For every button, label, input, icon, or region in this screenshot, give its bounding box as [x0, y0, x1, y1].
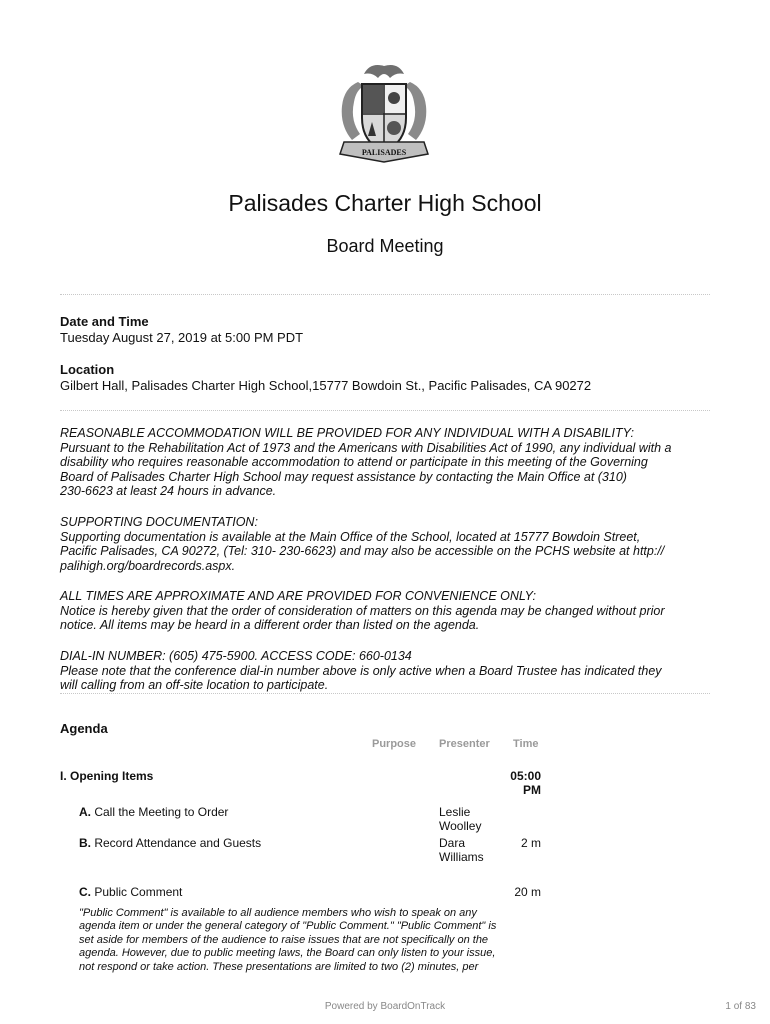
- school-crest-logo: [330, 58, 438, 170]
- column-header-time: Time: [513, 738, 539, 750]
- powered-by-footer: Powered by BoardOnTrack: [324, 1001, 446, 1012]
- column-header-purpose: Purpose: [372, 738, 417, 750]
- times-notice: [60, 589, 715, 633]
- item-letter: A.: [79, 805, 91, 819]
- notice-line: ALL TIMES ARE APPROXIMATE AND ARE PROVIDED FOR CONVENIENCE ONLY:: [60, 589, 537, 603]
- notice-line: Board of Palisades Charter High School may request assistance by contacting the Main Office at (310): [60, 469, 627, 484]
- agenda-section-title: I. Opening Items: [60, 769, 154, 783]
- meeting-type: Board Meeting: [326, 236, 444, 256]
- item-label: Public Comment: [94, 885, 183, 899]
- section-time-line1: 05:00: [510, 769, 541, 783]
- date-label: Date and Time: [60, 314, 149, 329]
- presenter-line2: Williams: [439, 850, 484, 864]
- school-title: Palisades Charter High School: [228, 190, 542, 216]
- presenter-line1: Leslie: [439, 805, 471, 819]
- notice-line: 230-6623 at least 24 hours in advance.: [60, 484, 277, 499]
- public-comment-description: [79, 907, 529, 974]
- agenda-item: [79, 885, 182, 899]
- crest-banner-text: PALISADES: [361, 148, 407, 157]
- documentation-notice: [60, 515, 715, 573]
- item-time: 20 m: [514, 885, 541, 899]
- desc-line: set aside for members of the audience to raise issues that are not specifically on the: [79, 933, 489, 946]
- location-value: Gilbert Hall, Palisades Charter High School,15777 Bowdoin St., Pacific Palisades, CA 90272: [60, 378, 592, 393]
- desc-line: agenda item or under the general category of "Public Comment." "Public Comment" is: [79, 920, 497, 933]
- presenter-line2: Woolley: [439, 819, 482, 833]
- item-letter: B.: [79, 836, 91, 850]
- date-value: Tuesday August 27, 2019 at 5:00 PM PDT: [60, 330, 304, 345]
- notice-line: Supporting documentation is available at the Main Office of the School, located at 15777 Bowdoin Street,: [60, 529, 641, 544]
- item-letter: C.: [79, 885, 91, 899]
- notice-line: Please note that the conference dial-in number above is only active when a Board Trustee has indicated they: [60, 663, 662, 678]
- column-header-presenter: Presenter: [439, 738, 490, 750]
- notice-line: Pacific Palisades, CA 90272, (Tel: 310- 230-6623) and may also be accessible on the PCHS website at http://: [60, 544, 665, 559]
- item-label: Record Attendance and Guests: [94, 836, 262, 850]
- location-label: Location: [60, 362, 115, 377]
- notice-line: Pursuant to the Rehabilitation Act of 1973 and the Americans with Disabilities Act of 1990, any individual with a: [60, 440, 672, 455]
- notice-line: Notice is hereby given that the order of consideration of matters on this agenda may be changed without prior: [60, 603, 665, 618]
- divider: [60, 294, 710, 295]
- divider: [60, 410, 710, 411]
- presenter-line1: Dara: [439, 836, 466, 850]
- notice-line: REASONABLE ACCOMMODATION WILL BE PROVIDED FOR ANY INDIVIDUAL WITH A DISABILITY:: [60, 426, 634, 440]
- page-number: 1 of 83: [725, 1001, 756, 1012]
- desc-line: "Public Comment" is available to all audience members who wish to speak on any: [79, 907, 477, 919]
- accommodation-notice: [60, 426, 715, 499]
- item-label: Call the Meeting to Order: [94, 805, 229, 819]
- section-time-line2: PM: [523, 783, 541, 797]
- desc-line: not respond or take action. These presentations are limited to two (2) minutes, per: [79, 960, 479, 973]
- item-time: 2 m: [520, 836, 541, 850]
- notice-line: disability who requires reasonable accommodation to attend or participate in this meeting of the Governing: [60, 455, 648, 470]
- agenda-item: [79, 836, 261, 850]
- agenda-title: Agenda: [60, 721, 108, 736]
- notice-line: will calling from an off-site location to participate.: [60, 678, 329, 693]
- divider: [60, 693, 710, 694]
- notice-line: notice. All items may be heard in a different order than listed on the agenda.: [60, 618, 480, 633]
- notice-line: palihigh.org/boardrecords.aspx.: [60, 558, 236, 573]
- dialin-notice: [60, 649, 715, 693]
- desc-line: agenda. However, due to public meeting laws, the Board can only listen to your issue,: [79, 947, 496, 960]
- notice-line: DIAL-IN NUMBER: (605) 475-5900. ACCESS CODE: 660-0134: [60, 649, 412, 663]
- notice-line: SUPPORTING DOCUMENTATION:: [60, 515, 258, 529]
- agenda-item: [79, 805, 228, 819]
